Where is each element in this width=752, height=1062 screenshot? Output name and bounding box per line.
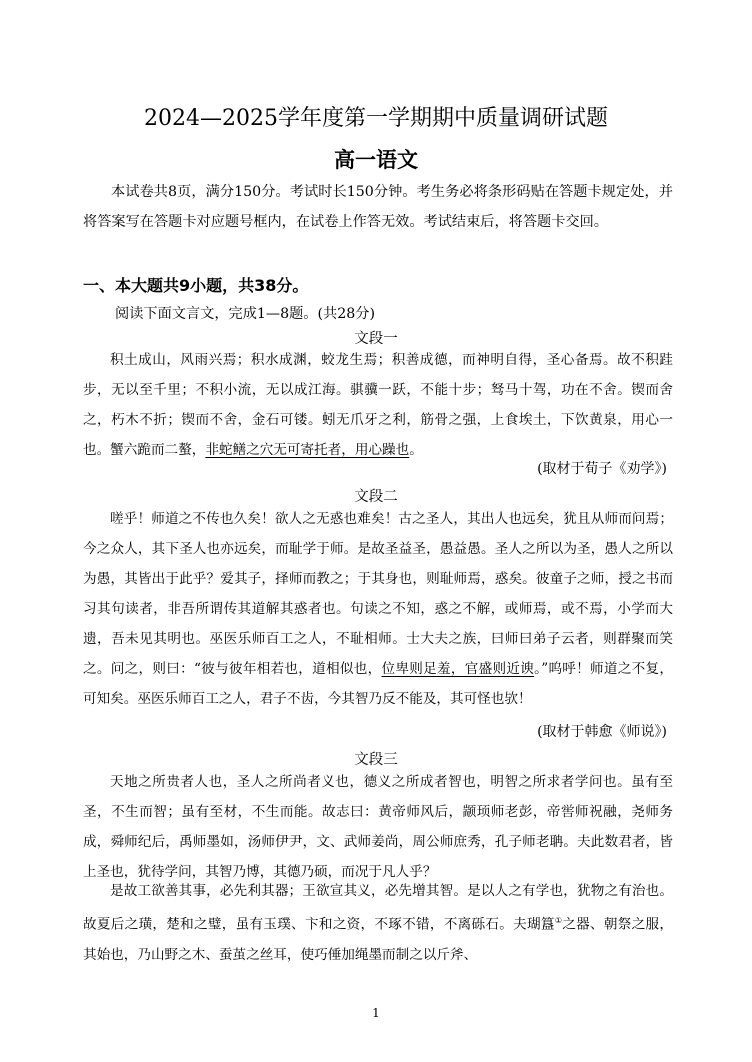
passage-2-text [83,504,673,714]
passage-3-para-1: 天地之所贵者人也，圣人之所尚者义也，德义之所成者智也，明智之所求者学问也。虽有至圣，不生而智；虽有至材，不生而能。故志曰：黄帝师风后，颛顼师老彭，帝喾师祝融，尧师务成，舜师纪后，禹师墨如，汤师伊尹，文、武师姜尚，周公师庶秀，孔子师老聃。夫此数君者，皆上圣也，犹待学问，其智乃博，其德乃硕，而况于凡人乎？ [83,774,673,880]
passage-3-title: 文段三 [354,752,398,768]
passage-1-underlined-sentence: 非蛇鳝之穴无可寄托者，用心躁也 [205,442,410,458]
passage-2-title: 文段二 [354,489,398,505]
passage-1-text-a: 积土成山，风雨兴焉；积水成渊，蛟龙生焉；积善成德，而神明自得，圣心备焉。故不积跬步，无以至千里；不积小流，无以成江海。骐骥一跃，不能十步；驽马十驾，功在不舍。锲而舍之，朽木不折；锲而不舍，金石可镂。蚓无爪牙之利，筋骨之强，上食埃土，下饮黄泉，用心一也。蟹六跪而二螯， [83,352,673,458]
passage-1-source: (取材于荀子《劝学》) [537,461,667,477]
passage-1-title: 文段一 [354,331,398,347]
passage-3-para-2-b: 之器、朝祭之服，其始也，乃山野之木、蚕茧之丝耳，使巧倕加绳墨而制之以斤斧、 [83,916,674,963]
passage-2-source: (取材于韩愈《师说》) [537,724,667,740]
passage-1-text-b: 。 [409,442,423,458]
exam-subtitle: 高一语文 [334,148,418,172]
passage-1-text [83,345,673,465]
exam-title: 2024—2025学年度第一学期期中质量调研试题 [144,106,608,131]
footnote-marker: ① [554,916,563,925]
passage-3-para-2-a: 是故工欲善其事，必先利其器；王欲宣其义，必先增其智。是以人之有学也，犹物之有治也。故夏后之璜，楚和之璧，虽有玉璞、卞和之资，不琢不错，不离砾石。夫瑚簋 [83,883,673,933]
passage-2-text-b: 。”呜呼！师道之不复，可知矣。巫医乐师百工之人，君子不齿，今其智乃反不能及，其可怪也欤！ [83,661,674,707]
section-instruction: 阅读下面文言文，完成1—8题。(共28分) [115,306,375,322]
passage-3-para-2 [83,876,673,970]
passage-2-text-a: 嗟乎！师道之不传也久矣！欲人之无惑也难矣！古之圣人，其出人也远矣，犹且从师而问焉；今之众人，其下圣人也亦远矣，而耻学于师。是故圣益圣，愚益愚。圣人之所以为圣，愚人之所以为愚，其皆出于此乎？爱其子，择师而教之；于其身也，则耻师焉，惑矣。彼童子之师，授之书而习其句读者，非吾所谓传其道解其惑者也。句读之不知，惑之不解，或师焉，或不焉，小学而大遗，吾未见其明也。巫医乐师百工之人，不耻相师。士大夫之族，曰师曰弟子云者，则群聚而笑之。问之，则曰：“彼与彼年相若也，道相似也， [83,511,673,677]
section-heading: 一、本大题共9小题，共38分。 [83,276,309,295]
page-number: 1 [372,1006,380,1020]
passage-2-underlined-sentence: 位卑则足羞，官盛则近谀 [381,661,535,677]
exam-instructions: 本试卷共8页，满分150分。考试时长150分钟。考生务必将条形码贴在答题卡规定处，并将答案写在答题卡对应题号框内，在试卷上作答无效。考试结束后，将答题卡交回。 [83,184,673,230]
